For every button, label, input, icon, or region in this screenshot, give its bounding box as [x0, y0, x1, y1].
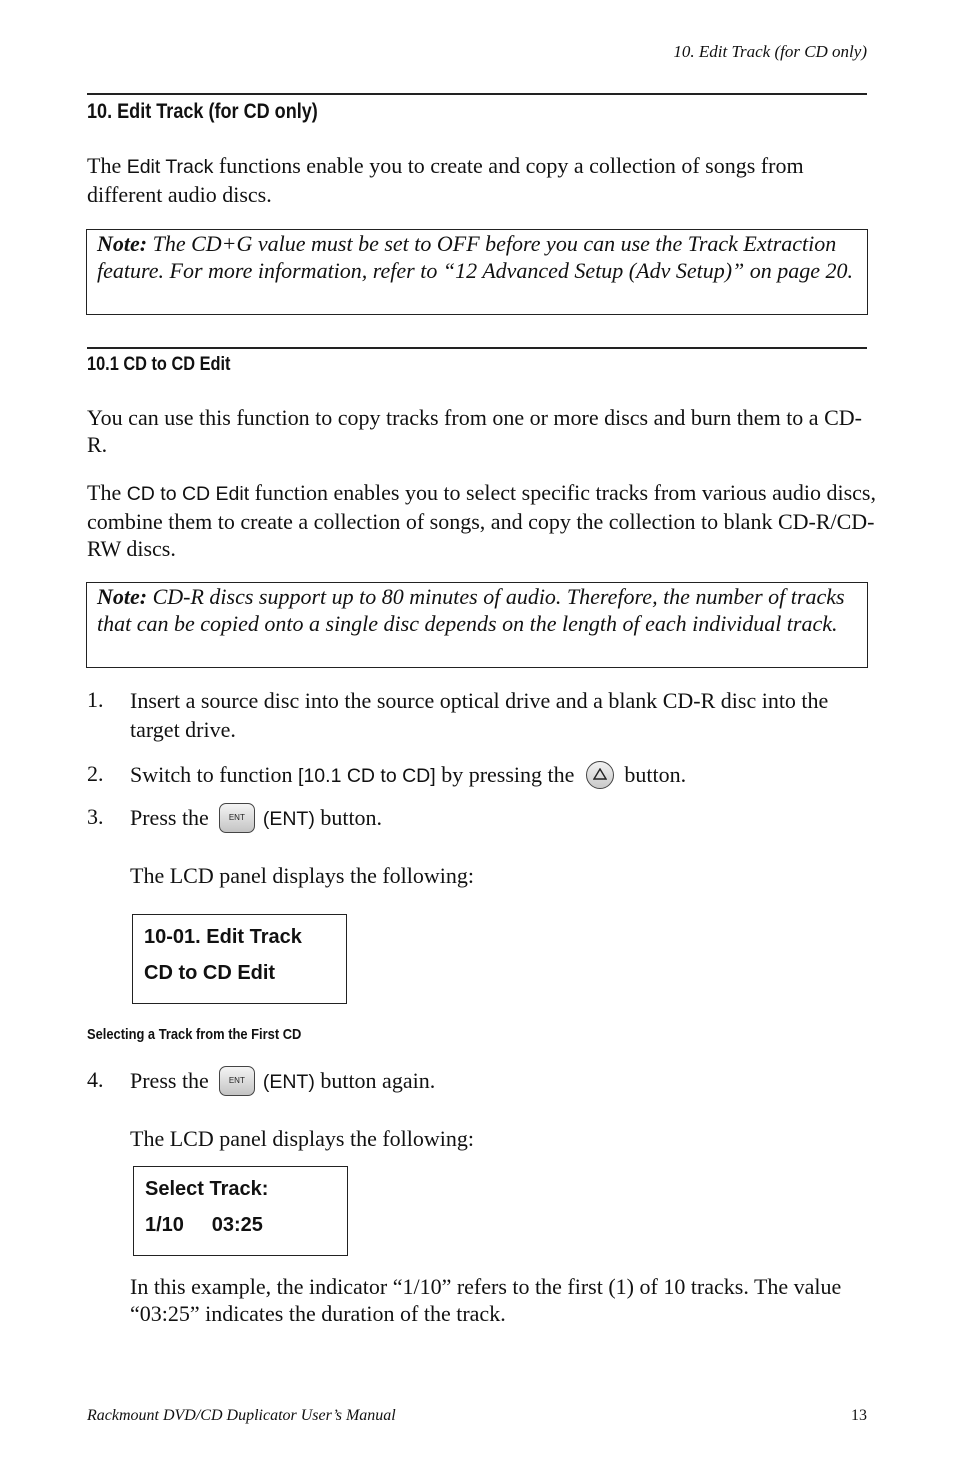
lcd-panel-edit-track: [132, 914, 347, 1004]
para2-term: CD to CD Edit: [126, 483, 250, 505]
step-number: 4.: [87, 1067, 104, 1092]
ent-button-icon: ENT: [219, 803, 255, 833]
step-4-post: button again.: [314, 1068, 436, 1093]
intro-paragraph: [87, 152, 877, 208]
step-3-pre: Press the: [130, 805, 209, 830]
section-title: 10. Edit Track (for CD only): [87, 100, 318, 123]
running-header: 10. Edit Track (for CD only): [673, 42, 867, 61]
up-triangle-icon: [586, 761, 614, 789]
lcd-line-1: 10-01. Edit Track: [144, 926, 302, 948]
step-2-post: button.: [624, 762, 687, 787]
lcd-line-2: 1/10 03:25: [145, 1214, 263, 1236]
ent-button-icon: ENT: [219, 1066, 255, 1096]
step-3-text: [130, 803, 870, 835]
function-name: [10.1 CD to CD]: [298, 765, 436, 787]
ent-term: (ENT): [262, 808, 315, 830]
ent-term: (ENT): [262, 1071, 315, 1093]
intro-text-post: functions enable you to create and copy a collection of songs from different audio discs.: [87, 153, 804, 207]
lcd-line-1: Select Track:: [145, 1178, 269, 1200]
footer-manual-title: Rackmount DVD/CD Duplicator User’s Manual: [87, 1407, 396, 1424]
note-box-cdr: [86, 582, 868, 668]
para2-text-pre: The: [87, 480, 127, 505]
explanation-paragraph: In this example, the indicator “1/10” refers to the first (1) of 10 tracks. The value “03:25” indicates the duration of the track.: [130, 1274, 842, 1326]
step-number: 3.: [87, 804, 104, 829]
step-number: 2.: [87, 761, 104, 786]
note-text: CD-R discs support up to 80 minutes of audio. Therefore, the number of tracks that can be copied onto a single disc depends on the length of each individual track.: [97, 584, 845, 636]
step-2-text: [130, 760, 870, 791]
step-1-text: Insert a source disc into the source optical drive and a blank CD-R disc into the target drive.: [130, 688, 829, 742]
note-box-cdg: [86, 229, 868, 315]
section-rule: [87, 93, 867, 95]
step-4-followup: The LCD panel displays the following:: [130, 1126, 474, 1151]
lcd-panel-select-track: [133, 1166, 348, 1256]
step-4-pre: Press the: [130, 1068, 209, 1093]
step-2-pre: Switch to function: [130, 762, 299, 787]
step-3-post: button.: [314, 805, 383, 830]
page-number: 13: [851, 1407, 867, 1424]
subheading-select-track: Selecting a Track from the First CD: [87, 1026, 302, 1043]
intro-text-pre: The: [87, 153, 127, 178]
note-label: Note:: [97, 584, 148, 609]
note-text: The CD+G value must be set to OFF before you can use the Track Extraction feature. For more information, refer to “12 Advanced Setup (Adv Setup)” on page 20.: [97, 231, 854, 283]
step-number: 1.: [87, 687, 104, 712]
subsection-title: 10.1 CD to CD Edit: [87, 354, 231, 375]
subsection-paragraph-2: [87, 479, 877, 562]
para2-text-post: function enables you to select specific tracks from various audio discs, combine them to create a collection of songs, and copy the collection to blank CD-R/CD-RW discs.: [87, 480, 876, 561]
intro-term: Edit Track: [126, 156, 214, 178]
step-3-followup: The LCD panel displays the following:: [130, 863, 474, 888]
subsection-paragraph-1: You can use this function to copy tracks from one or more discs and burn them to a CD-R.: [87, 405, 862, 457]
lcd-line-2: CD to CD Edit: [144, 962, 276, 984]
note-label: Note:: [97, 231, 148, 256]
step-2-mid: by pressing the: [435, 762, 575, 787]
step-4-text: [130, 1066, 870, 1098]
subsection-rule: [87, 347, 867, 349]
